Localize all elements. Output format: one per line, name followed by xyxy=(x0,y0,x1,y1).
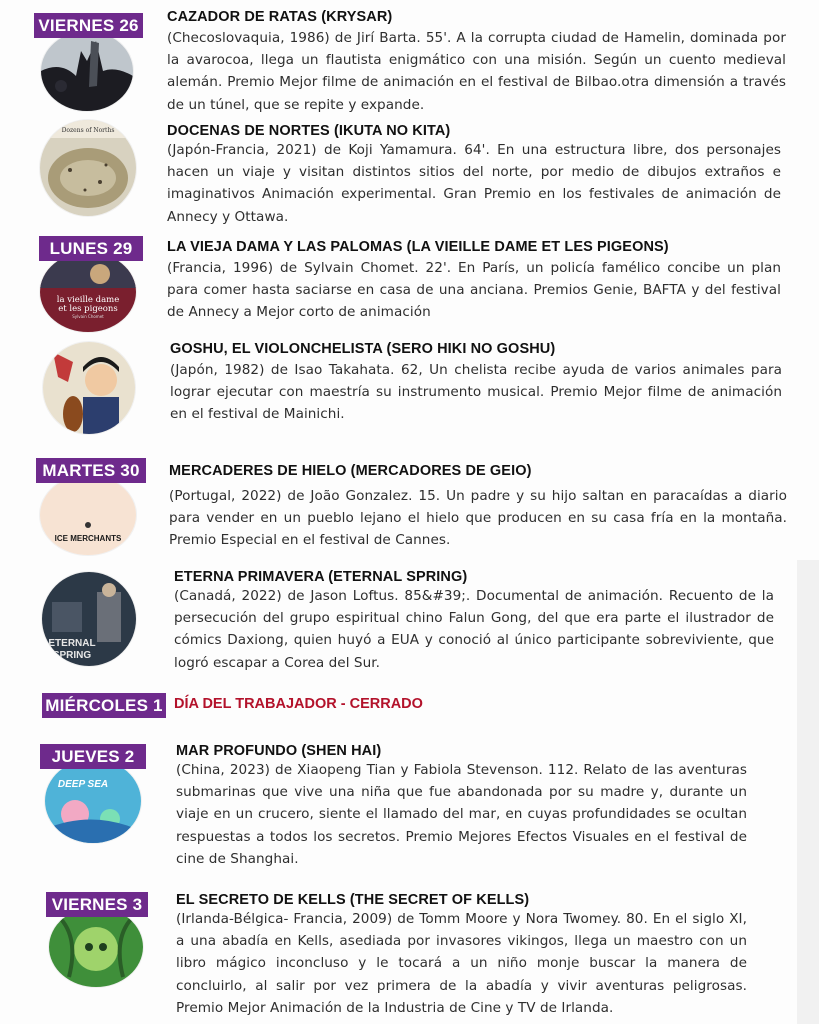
film-title: EL SECRETO DE KELLS (THE SECRET OF KELLS) xyxy=(176,892,530,908)
deep-sea-poster-image xyxy=(45,759,141,843)
film-thumbnail xyxy=(43,342,135,434)
film-description: (Japón-Francia, 2021) de Koji Yamamura. 64'. En una estructura libre, dos personajes hacen un viaje y visitan distintos sitios del norte, por medio de dibujos extraños e imaginativos Animación experimental. Gran Premio en los festivales de animación de Annecy y Ottawa. xyxy=(167,142,781,225)
film-description: (Canadá, 2022) de Jason Loftus. 85&#39;. Documental de animación. Recuento de la persecución del grupo espiritual chino Falun Gong, del que era parte el ilustrador de cómics Daxiong, quien huyó a EUA y conoció al único participante sobreviviente, que logró escapar a Corea del Sur. xyxy=(174,588,774,671)
film-thumbnail xyxy=(42,572,136,666)
day-badge: VIERNES 26 xyxy=(34,13,143,38)
film-title: MAR PROFUNDO (SHEN HAI) xyxy=(176,743,382,759)
film-thumbnail xyxy=(45,759,141,843)
day-badge: VIERNES 3 xyxy=(46,892,148,917)
thumbnail-caption: et les pigeons xyxy=(58,304,118,314)
day-badge: LUNES 29 xyxy=(39,236,143,261)
secret-of-kells-poster-image xyxy=(49,907,143,987)
film-description: (Portugal, 2022) de João Gonzalez. 15. Un padre y su hijo saltan en paracaídas a diario para vender en un pueblo lejano el hielo que producen en su casa fría en la montaña. Premio Especial en el festival de Cannes. xyxy=(169,488,787,549)
eternal-spring-poster-image xyxy=(42,572,136,666)
thumbnail-caption: ETERNAL xyxy=(48,638,96,649)
thumbnail-caption: ICE MERCHANTS xyxy=(54,534,122,543)
thumbnail-credit: Sylvain Chomet xyxy=(72,314,104,319)
thumbnail-caption: la vieille dame xyxy=(56,295,120,305)
film-title: GOSHU, EL VIOLONCHELISTA (SERO HIKI NO GOSHU) xyxy=(170,341,556,357)
film-title: DOCENAS DE NORTES (IKUTA NO KITA) xyxy=(167,123,451,139)
film-thumbnail xyxy=(41,31,133,111)
film-description: (Irlanda-Bélgica- Francia, 2009) de Tomm Moore y Nora Twomey. 80. En el siglo XI, a una abadía en Kells, asediada por invasores vikingos, llega un maestro con un libro mágico inconcluso y le tocará a un niño monje buscar la manera de concluirlo, al salir por vez primera de la abadía y vivir aventuras peligrosas. Premio Mejor Animación de la Industria de Cine y TV de Irlanda. xyxy=(176,911,747,1016)
rat-catcher-poster-image xyxy=(41,31,133,111)
goshu-poster-image xyxy=(43,342,135,434)
dozens-of-norths-poster-image xyxy=(40,120,136,216)
film-thumbnail xyxy=(40,475,136,555)
page-edge-shade xyxy=(797,560,819,1024)
day-badge: MARTES 30 xyxy=(36,458,146,483)
film-description: (China, 2023) de Xiaopeng Tian y Fabiola Stevenson. 112. Relato de las aventuras submarinas que vive una niña que fue abandonada por su madre y, durante un viaje en un crucero, siente el llamado del mar, en cuyas profundidades se ocultan respuestas a todos los secretos. Premio Mejores Efectos Visuales en el festival de cine de Shanghai. xyxy=(176,762,747,867)
film-title: CAZADOR DE RATAS (KRYSAR) xyxy=(167,9,393,25)
film-description: (Francia, 1996) de Sylvain Chomet. 22'. En París, un policía famélico concibe un plan para comer hasta saciarse en casa de una anciana. Premios Genie, BAFTA y del festival de Annecy a Mejor corto de animación xyxy=(167,260,781,321)
day-badge: MIÉRCOLES 1 xyxy=(42,693,166,718)
film-description: (Japón, 1982) de Isao Takahata. 62, Un chelista recibe ayuda de varios animales para lograr ejecutar con maestría su instrumento musical. Premio Mejor filme de animación en el festival de Mainichi. xyxy=(170,362,782,423)
film-thumbnail xyxy=(40,120,136,216)
old-lady-pigeons-poster-image xyxy=(40,252,136,332)
thumbnail-caption: Dozens of Norths xyxy=(61,127,115,134)
film-thumbnail xyxy=(40,252,136,332)
film-thumbnail xyxy=(49,907,143,987)
film-title: LA VIEJA DAMA Y LAS PALOMAS (LA VIEILLE DAME ET LES PIGEONS) xyxy=(167,239,669,255)
film-description: (Checoslovaquia, 1986) de Jirí Barta. 55'. A la corrupta ciudad de Hamelin, dominada por la avarocoa, llega un flautista enigmático con una misión. Según un cuento medieval alemán. Premio Mejor filme de animación en el festival de Bilbao.otra dimensión a través de un túnel, que se repite y expande. xyxy=(167,30,786,113)
day-badge: JUEVES 2 xyxy=(40,744,146,769)
film-title: MERCADERES DE HIELO (MERCADORES DE GEIO) xyxy=(169,463,532,479)
ice-merchants-poster-image xyxy=(40,475,136,555)
thumbnail-caption: DEEP SEA xyxy=(57,779,109,790)
closed-notice: DÍA DEL TRABAJADOR - CERRADO xyxy=(174,696,423,712)
film-title: ETERNA PRIMAVERA (ETERNAL SPRING) xyxy=(174,569,468,585)
thumbnail-caption: SPRING xyxy=(52,650,92,661)
